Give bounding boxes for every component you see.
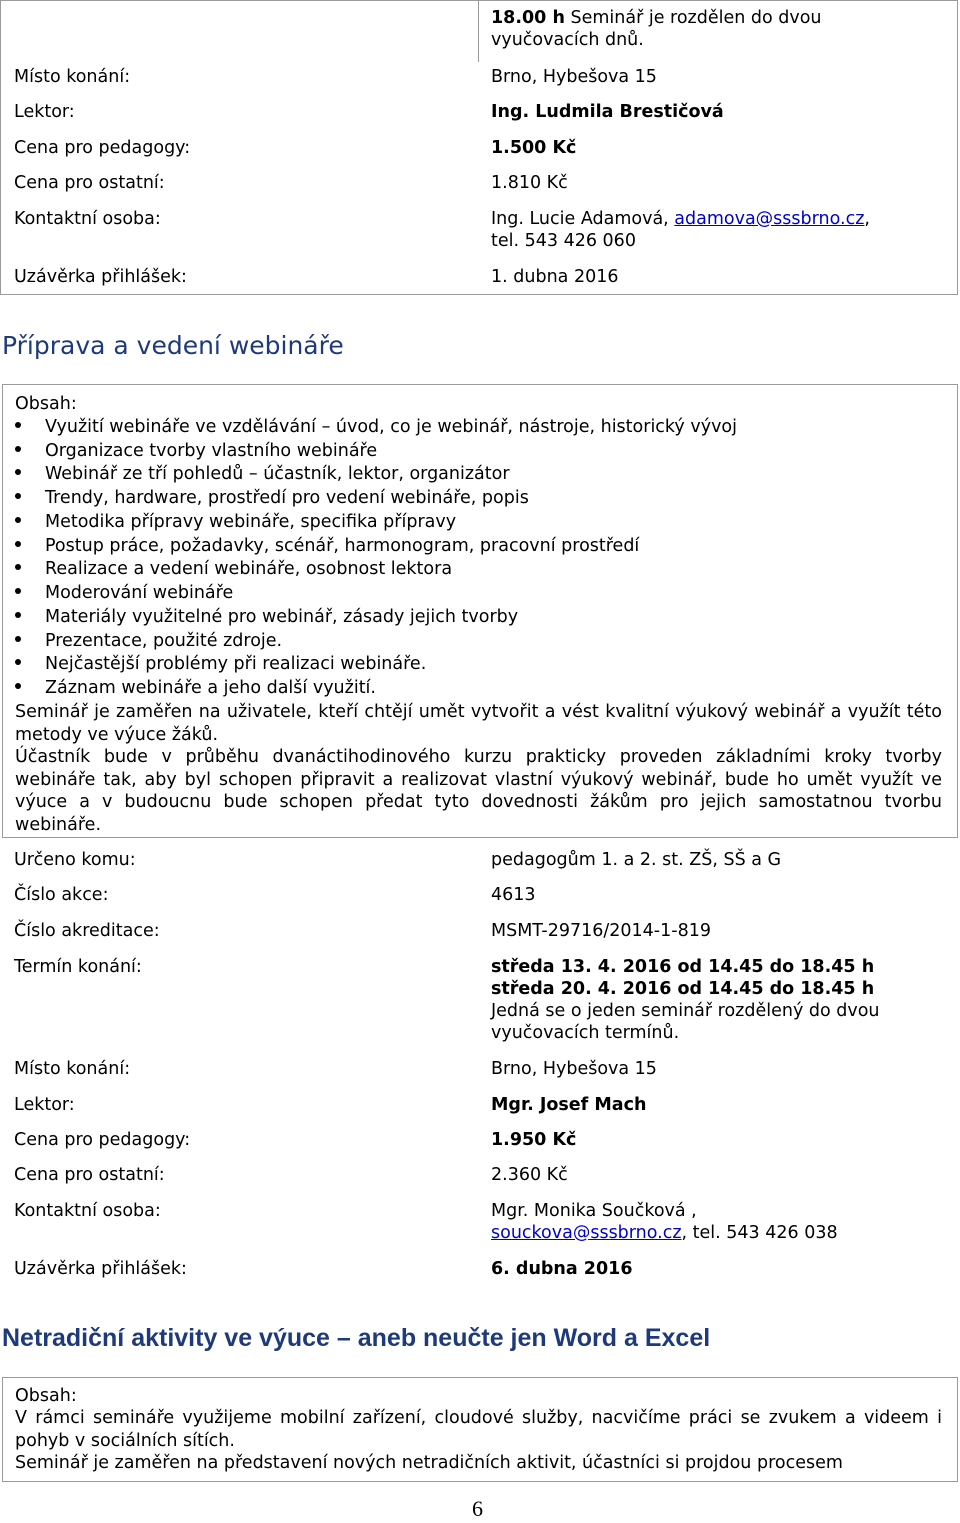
list-item [15, 463, 510, 485]
kontakt-name: Ing. Lucie Adamová, [491, 209, 675, 229]
row-value-misto: Brno, Hybešova 15 [491, 67, 657, 87]
section2-paragraph-2: Seminář je zaměřen na představení nových netradičních aktivit, účastníci si projdou procesem [15, 1453, 843, 1473]
row-label-cena-ost: Cena pro ostatní: [14, 173, 165, 193]
list-item-text: Záznam webináře a jeho další využití. [45, 678, 376, 698]
kontakt-email-link[interactable]: adamova@sssbrno.cz [674, 209, 865, 229]
akreditace-label: Číslo akreditace: [14, 921, 160, 941]
list-item [15, 677, 376, 699]
bullet-icon [15, 683, 21, 689]
row-value-uzaverka: 1. dubna 2016 [491, 267, 619, 287]
bullet-icon [15, 564, 21, 570]
kontakt-email-row [491, 1222, 838, 1244]
row-value-cena-ped: 1.500 Kč [491, 138, 577, 158]
list-item [15, 606, 518, 628]
list-item [15, 440, 377, 462]
bullet-icon [15, 588, 21, 594]
row-value-cena-ost: 1.810 Kč [491, 173, 568, 193]
list-item-text: Trendy, hardware, prostředí pro vedení webináře, popis [45, 488, 529, 508]
misto-label: Místo konání: [14, 1059, 131, 1079]
row-label-misto: Místo konání: [14, 67, 131, 87]
kontakt-name-text: Mgr. Monika Součková , [491, 1201, 697, 1221]
termin-note: Jedná se o jeden seminář rozdělený do dvou vyučovacích termínů. [491, 1001, 880, 1043]
header-right [491, 7, 911, 51]
list-item-text: Využití webináře ve vzdělávání – úvod, co je webinář, nástroje, historický vývoj [45, 417, 737, 437]
list-item-text: Postup práce, požadavky, scénář, harmonogram, pracovní prostředí [45, 536, 640, 556]
section2-obsah-label: Obsah: [15, 1386, 77, 1406]
cena-ost-value: 2.360 Kč [491, 1165, 568, 1185]
row-label-lektor: Lektor: [14, 102, 75, 122]
uzaverka-value: 6. dubna 2016 [491, 1259, 633, 1279]
row-label-cena-ped: Cena pro pedagogy: [14, 138, 191, 158]
lektor-label: Lektor: [14, 1095, 75, 1115]
section2-paragraph-1: V rámci semináře využijeme mobilní zařízení, cloudové služby, nacvičíme práci se zvukem a videem i pohyb v sociálních sítích. [15, 1408, 942, 1451]
section1-paragraph-2: Účastník bude v průběhu dvanáctihodinového kurzu prakticky proveden základními kroky tvorby webináře tak, aby byl schopen připravit a realizovat vlastní výukový webinář, bude ho umět využít ve výuce a v budoucnu bude schopen předat tyto dovednosti žákům pro jejich samostatnou tvorbu webináře. [15, 747, 942, 835]
section1-title: Příprava a vedení webináře [2, 331, 344, 360]
bullet-icon [15, 517, 21, 523]
list-item [15, 416, 737, 438]
section1-paragraph-1: Seminář je zaměřen na uživatele, kteří chtějí umět vytvořit a vést kvalitní výukový webinář a využít této metody ve výuce žáků. [15, 702, 942, 745]
list-item [15, 511, 456, 533]
termin-line-1: středa 13. 4. 2016 od 14.45 do 18.45 h [491, 957, 875, 977]
bullet-icon [15, 636, 21, 642]
bullet-icon [15, 446, 21, 452]
kontakt-tel-2: , tel. 543 426 038 [681, 1223, 838, 1243]
list-item-text: Moderování webináře [45, 583, 234, 603]
table-col-divider [478, 0, 479, 62]
kontakt-email-link-2[interactable]: souckova@sssbrno.cz [491, 1223, 682, 1243]
termin-label: Termín konání: [14, 957, 142, 977]
row-label-kontakt: Kontaktní osoba: [14, 209, 161, 229]
uzaverka-label: Uzávěrka přihlášek: [14, 1259, 187, 1279]
list-item-text: Metodika přípravy webináře, specifika přípravy [45, 512, 457, 532]
row-value-kontakt-tel: tel. 543 426 060 [491, 231, 636, 251]
bullet-icon [15, 659, 21, 665]
termin-line-2: středa 20. 4. 2016 od 14.45 do 18.45 h [491, 979, 875, 999]
kontakt-name-2 [491, 1200, 697, 1222]
list-item-text: Materiály využitelné pro webinář, zásady jejich tvorby [45, 607, 519, 627]
header-time: 18.00 h [491, 8, 565, 28]
cena-ped-value: 1.950 Kč [491, 1130, 577, 1150]
cislo-akce-value: 4613 [491, 885, 536, 905]
cena-ped-label: Cena pro pedagogy: [14, 1130, 191, 1150]
row-label-uzaverka: Uzávěrka přihlášek: [14, 267, 187, 287]
bullet-icon [15, 469, 21, 475]
list-item [15, 535, 639, 557]
bullet-icon [15, 612, 21, 618]
kontakt-label: Kontaktní osoba: [14, 1201, 161, 1221]
list-item [15, 582, 233, 604]
list-item [15, 487, 529, 509]
bullet-icon [15, 422, 21, 428]
list-item [15, 558, 452, 580]
akreditace-value: MSMT-29716/2014-1-819 [491, 921, 711, 941]
header-text: Seminář je rozdělen do dvou vyučovacích dnů. [491, 8, 822, 50]
urceno-value: pedagogům 1. a 2. st. ZŠ, SŠ a G [491, 850, 782, 870]
urceno-label: Určeno komu: [14, 850, 136, 870]
list-item [15, 630, 282, 652]
section1-obsah-label: Obsah: [15, 394, 77, 414]
list-item-text: Webinář ze tří pohledů – účastník, lektor, organizátor [45, 464, 510, 484]
section2-title: Netradiční aktivity ve výuce – aneb neučte jen Word a Excel [2, 1324, 711, 1352]
list-item-text: Prezentace, použité zdroje. [45, 631, 283, 651]
misto-value: Brno, Hybešova 15 [491, 1059, 657, 1079]
list-item-text: Realizace a vedení webináře, osobnost lektora [45, 559, 453, 579]
kontakt-comma: , [864, 209, 870, 229]
row-value-lektor: Ing. Ludmila Brestičová [491, 102, 724, 122]
cislo-akce-label: Číslo akce: [14, 885, 109, 905]
lektor-value: Mgr. Josef Mach [491, 1095, 647, 1115]
list-item-text: Organizace tvorby vlastního webináře [45, 441, 378, 461]
cena-ost-label: Cena pro ostatní: [14, 1165, 165, 1185]
row-value-kontakt [491, 208, 870, 230]
bullet-icon [15, 541, 21, 547]
page-number: 6 [472, 1496, 483, 1521]
bullet-icon [15, 493, 21, 499]
list-item [15, 653, 426, 675]
list-item-text: Nejčastější problémy při realizaci webináře. [45, 654, 427, 674]
